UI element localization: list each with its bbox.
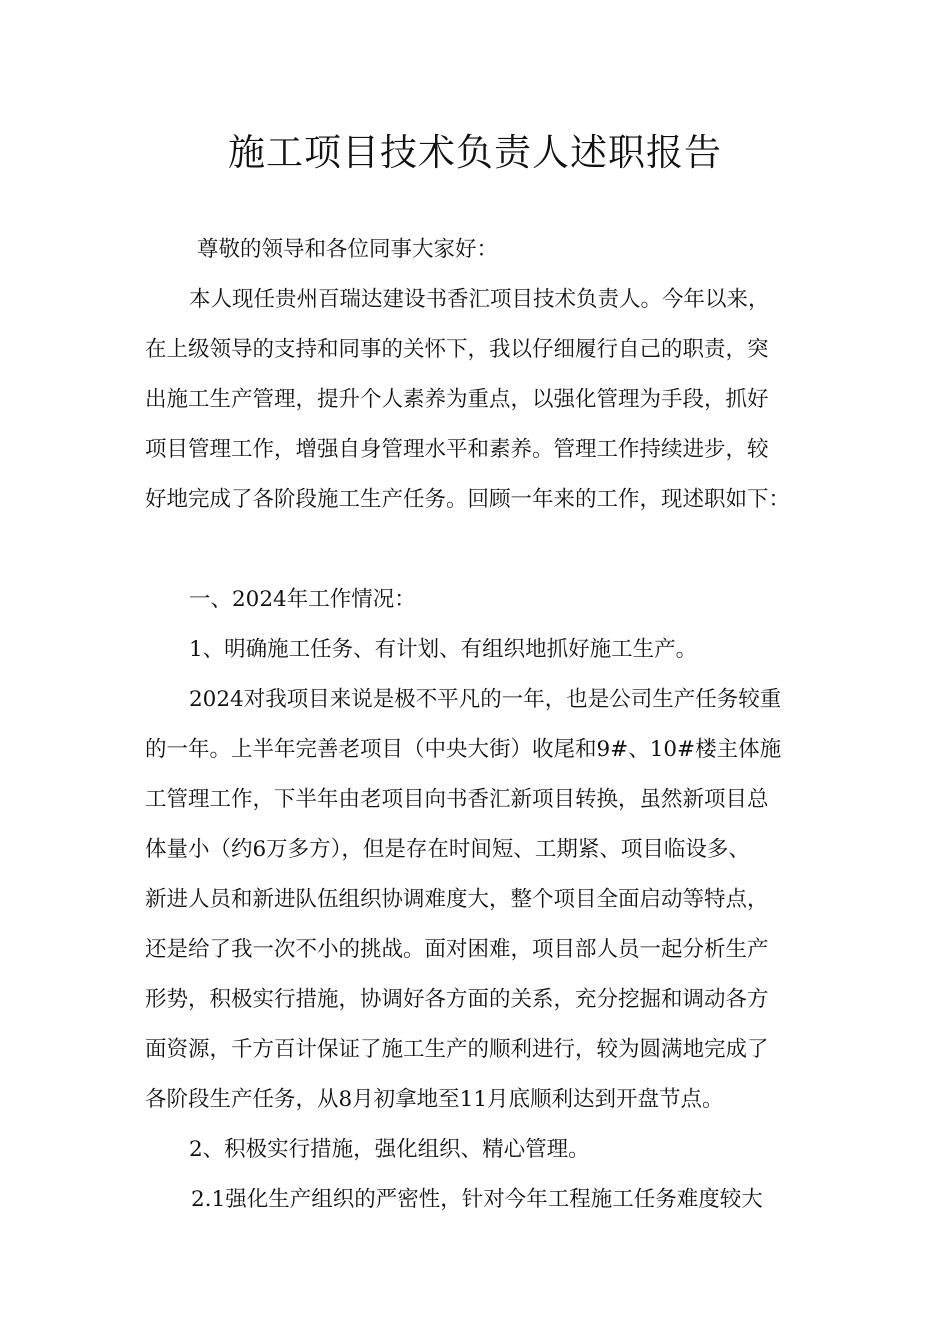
body-line: 好地完成了各阶段施工生产任务。回顾一年来的工作，现述职如下： (145, 487, 791, 512)
subsection-heading: 2、积极实行措施，强化组织、精心管理。 (189, 1137, 590, 1162)
body-line: 的一年。上半年完善老项目（中央大街）收尾和9#、10#楼主体施 (145, 737, 782, 762)
body-line: 还是给了我一次不小的挑战。面对困难，项目部人员一起分析生产 (145, 937, 769, 962)
body-line: 面资源，千方百计保证了施工生产的顺利进行，较为圆满地完成了 (145, 1037, 769, 1062)
body-line: 新进人员和新进队伍组织协调难度大，整个项目全面启动等特点， (145, 887, 769, 912)
body-line: 各阶段生产任务，从8月初拿地至11月底顺利达到开盘节点。 (145, 1087, 724, 1112)
body-line: 在上级领导的支持和同事的关怀下，我以仔细履行自己的职责，突 (145, 337, 769, 362)
body-line: 2.1强化生产组织的严密性，针对今年工程施工任务难度较大 (191, 1187, 763, 1212)
body-line: 形势，积极实行措施，协调好各方面的关系，充分挖掘和调动各方 (145, 987, 769, 1012)
document-title: 施工项目技术负责人述职报告 (228, 131, 722, 174)
body-line: 2024对我项目来说是极不平凡的一年，也是公司生产任务较重 (189, 687, 782, 712)
body-line: 工管理工作，下半年由老项目向书香汇新项目转换，虽然新项目总 (145, 787, 769, 812)
subsection-heading: 1、明确施工任务、有计划、有组织地抓好施工生产。 (189, 637, 698, 662)
body-line: 项目管理工作，增强自身管理水平和素养。管理工作持续进步，较 (145, 437, 769, 462)
greeting-line: 尊敬的领导和各位同事大家好： (197, 237, 499, 262)
body-line: 出施工生产管理，提升个人素养为重点，以强化管理为手段，抓好 (145, 387, 769, 412)
body-line: 本人现任贵州百瑞达建设书香汇项目技术负责人。今年以来， (189, 287, 770, 312)
body-line: 体量小（约6万多方），但是存在时间短、工期紧、项目临设多、 (145, 837, 750, 862)
section-heading: 一、2024年工作情况： (189, 587, 416, 612)
